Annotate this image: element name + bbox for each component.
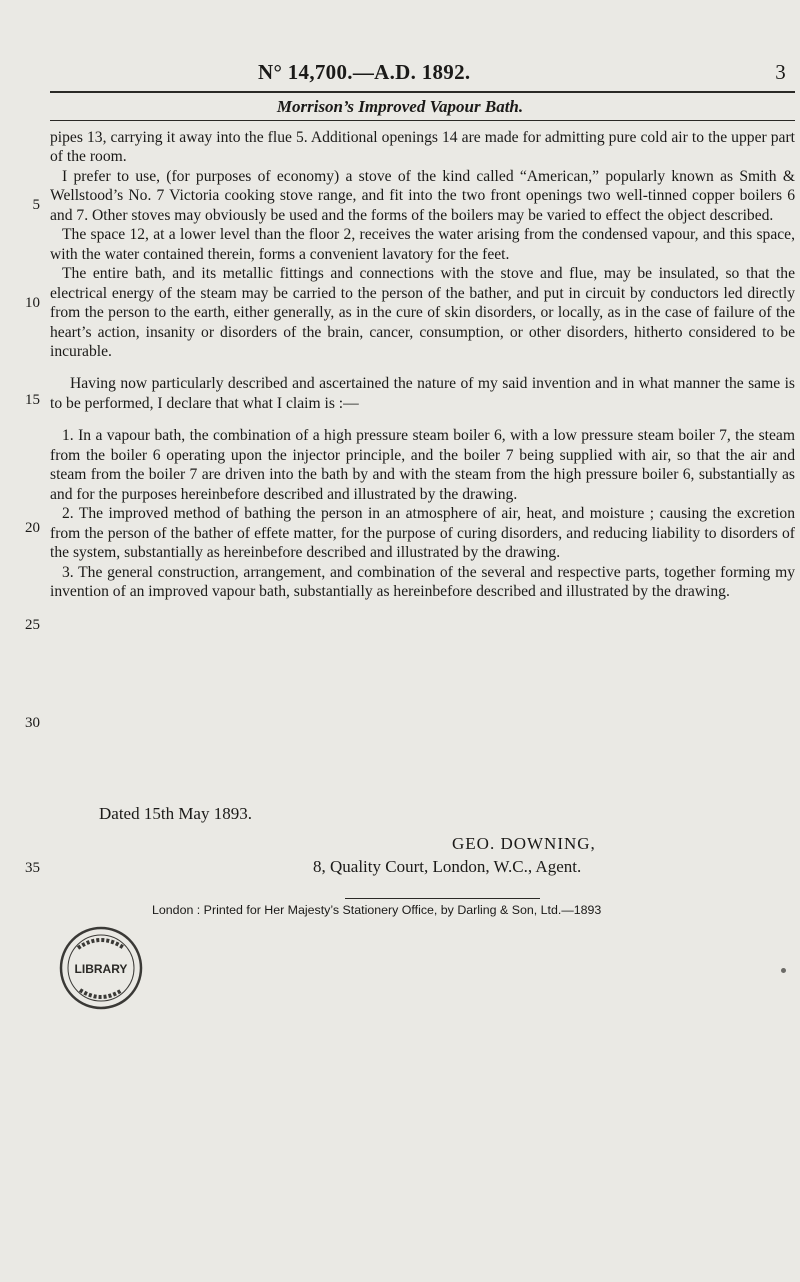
page-header [258, 60, 798, 85]
claim-2: 2. The improved method of bathing the person in an atmosphere of air, heat, and moisture ; causing the excretion from the person of the bather of effete matter, for the purpose of curing disorders, and reducing liability to disorders of the system, substantially as hereinbefore described and illustrated by the drawing. [50, 505, 795, 562]
dated-line: Dated 15th May 1893. [99, 804, 252, 823]
line-number: 35 [25, 860, 40, 876]
line-number: 25 [25, 617, 40, 633]
subtitle-rule [50, 120, 795, 121]
line-number: 15 [25, 392, 40, 408]
page-subtitle: Morrison’s Improved Vapour Bath. [276, 97, 524, 116]
printer-imprint: London : Printed for Her Majesty’s Stationery Office, by Darling & Son, Ltd.—1893 [152, 903, 602, 917]
line-number: 10 [25, 295, 40, 311]
header-rule [50, 91, 795, 93]
claim-1: 1. In a vapour bath, the combination of a high pressure steam boiler 6, with a low pressure steam boiler 7, the steam from the boiler 6 operating upon the injector principle, and the boiler 7 being supplied with air, so that the air and steam from the boiler 7 are driven into the bath by and with the steam from the high pressure boiler 6, substantially as and for the purposes hereinbefore described and illustrated by the drawing. [50, 427, 795, 503]
agent-name: GEO. DOWNING, [452, 834, 596, 853]
library-stamp-icon [58, 926, 144, 1010]
agent-address: 8, Quality Court, London, W.C., Agent. [313, 857, 582, 876]
page-number: 3 [775, 60, 786, 84]
ink-speck [781, 968, 786, 973]
paragraph: The space 12, at a lower level than the floor 2, receives the water arising from the condensed vapour, and this space, with the water contained therein, forms a convenient lavatory for the feet. [50, 226, 795, 263]
line-number: 30 [25, 715, 40, 731]
specification-body [50, 128, 795, 601]
paragraph: The entire bath, and its metallic fittings and connections with the stove and flue, may be insulated, so that the electrical energy of the steam may be carried to the person of the bather, and put in circuit by conductors led directly from the person to the earth, either generally, as in the cure of skin disorders, or locally, as in the case of failure of the heart’s action, insanity or disorders of the brain, cancer, consumption, or other disorders, hitherto considered to be incurable. [50, 265, 795, 360]
line-number: 5 [32, 197, 40, 213]
line-number: 20 [25, 520, 40, 536]
footer-rule [345, 898, 540, 899]
paragraph: I prefer to use, (for purposes of economy) a stove of the kind called “American,” popularly known as Smith & Wellstood’s No. 7 Victoria cooking stove range, and fit into the two front openings two well-tinned copper boilers 6 and 7. Other stoves may obviously be used and the forms of the boilers may be varied to effect the object described. [50, 167, 795, 224]
stamp-text: LIBRARY [74, 962, 128, 976]
patent-number: N° 14,700.—A.D. 1892. [258, 60, 471, 84]
paragraph: pipes 13, carrying it away into the flue 5. Additional openings 14 are made for admitting pure cold air to the upper part of the room. [50, 129, 795, 166]
claim-3: 3. The general construction, arrangement, and combination of the several and respective parts, together forming my invention of an improved vapour bath, substantially as hereinbefore described and illustrated by the drawing. [50, 563, 795, 600]
claim-intro: Having now particularly described and ascertained the nature of my said invention and in what manner the same is to be performed, I declare that what I claim is :— [50, 375, 795, 412]
